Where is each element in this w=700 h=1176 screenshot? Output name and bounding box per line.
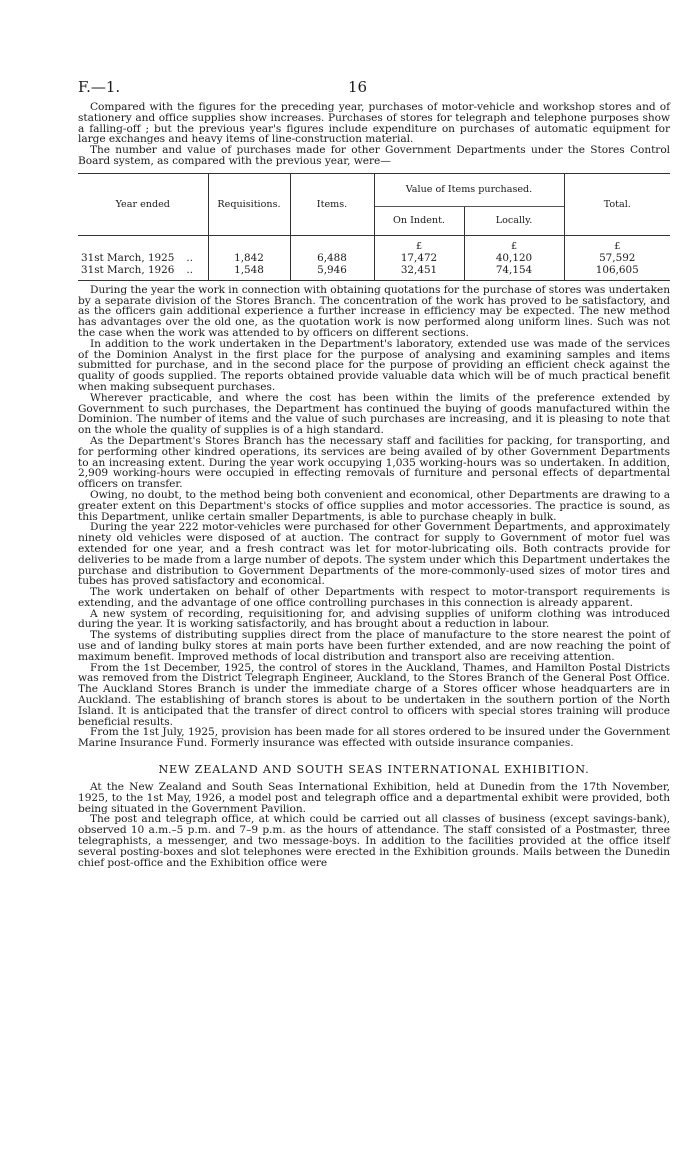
table-row [78, 264, 670, 281]
intro-section [78, 102, 670, 167]
paragraph: Wherever practicable, and where the cost has been within the limits of the preference extended by Government to such purchases, the Department has continued the buying of goods manufactured within the Dominion. The number of items and the value of such purchases are increasing, and it is pleasing to note that on the whole the quality of supplies is of a high standard. [78, 391, 670, 437]
row-total: 57,592 [564, 252, 670, 264]
paragraph: From the 1st July, 1925, provision has been made for all stores ordered to be insured under the Government Marine Insurance Fund. Formerly insurance was effected with outside insurance companies. [78, 726, 670, 750]
exhibition-section [78, 782, 670, 868]
paragraph: The number and value of purchases made for other Government Departments under the Stores Control Board system, as compared with the previous year, were— [78, 144, 670, 167]
row-total: 106,605 [564, 264, 670, 281]
currency-symbol: £ [464, 235, 564, 252]
row-locally: 40,120 [464, 252, 564, 264]
col-header-items: Items. [290, 173, 374, 235]
currency-row [78, 235, 670, 252]
paragraph: Owing, no doubt, to the method being both convenient and economical, other Departments are drawing to a greater extent on this Department's stocks of office supplies and motor accessories. The practice is sound, as this Department, unlike certain smaller Departments, is able to purchase cheaply in bulk. [78, 488, 670, 523]
row-requisitions: 1,842 [208, 252, 290, 264]
row-requisitions: 1,548 [208, 264, 290, 281]
paragraph: The post and telegraph office, at which could be carried out all classes of business (except savings-bank), observed 10 a.m.–5 p.m. and 7–9 p.m. as the hours of attendance. The staff consisted of a Postmaster, three telegraphists, a messenger, and two message-boys. In addition to the facilities provided at the office itself several posting-boxes and slot telephones were erected in the Exhibition grounds. Mails between the Dunedin chief post-office and the Exhibition office were [78, 813, 670, 869]
currency-symbol: £ [564, 235, 670, 252]
col-header-total: Total. [564, 173, 670, 235]
paragraph: As the Department's Stores Branch has the necessary staff and facilities for packing, for transporting, and for performing other kindred operations, its services are being availed of by other Government Departments to an increasing extent. During the year work occupying 1,035 working-hours was so undertaken. In addition, 2,909 working-hours were occupied in effecting removals of furniture and personal effects of departmental officers on transfer. [78, 434, 670, 491]
paragraph: During the year the work in connection with obtaining quotations for the purchase of stores was undertaken by a separate division of the Stores Branch. The concentration of the work has proved to be satisfactory, and as the officers gain additional experience a further increase in efficiency may be expected. The new method has advantages over the old one, as the quotation work is now performed along uniform lines. Such was not the case when the work was attended to by officers on different sections. [78, 283, 670, 339]
page-number: 16 [348, 78, 368, 96]
paragraph: A new system of recording, requisitioning for, and advising supplies of uniform clothing was introduced during the year. It is working satisfactorily, and has brought about a reduction in labour. [78, 607, 670, 631]
paragraph: From the 1st December, 1925, the control of stores in the Auckland, Thames, and Hamilton Postal Districts was removed from the District Telegraph Engineer, Auckland, to the Stores Branch of the General Post Office. The Auckland Stores Branch is under the immediate charge of a Stores officer whose headquarters are in Auckland. The establishing of branch stores is about to be undertaken in the southern portion of the North Island. It is anticipated that the transfer of direct control to officers with special stores training will produce beneficial results. [78, 661, 670, 728]
body-section [78, 285, 670, 749]
document-page [78, 78, 670, 868]
purchases-table [78, 173, 670, 281]
paragraph: In addition to the work undertaken in the Department's laboratory, extended use was made of the services of the Dominion Analyst in the first place for the purpose of analysing and examining samples and items submitted for purchase, and in the second place for the purpose of providing an efficient check against the quality of goods supplied. The reports obtained provide valuable data which will be of much practical benefit when making subsequent purchases. [78, 337, 670, 393]
row-leader-dots: .. [186, 263, 194, 276]
currency-symbol: £ [374, 235, 464, 252]
row-items: 6,488 [290, 252, 374, 264]
page-header [78, 78, 670, 102]
table-row [78, 252, 670, 264]
col-header-locally: Locally. [464, 206, 564, 235]
col-header-value-group: Value of Items purchased. [374, 173, 564, 206]
row-leader-dots: .. [186, 251, 194, 264]
row-year: 31st March, 1925 [81, 251, 175, 264]
paragraph: The work undertaken on behalf of other Departments with respect to motor-transport requirements is extending, and the advantage of one office controlling purchases in this connection is already apparent. [78, 586, 670, 609]
col-header-year: Year ended [78, 173, 208, 235]
col-header-requisitions: Requisitions. [208, 173, 290, 235]
row-indent: 32,451 [374, 264, 464, 281]
paragraph: Compared with the figures for the preceding year, purchases of motor-vehicle and workshop stores and of stationery and office supplies show increases. Purchases of stores for telegraph and telephone purposes show a falling-off ; but the previous year's figures include expenditure on purchases of automatic equipment for large exchanges and heavy items of line-construction material. [78, 101, 670, 146]
paragraph: The systems of distributing supplies direct from the place of manufacture to the store nearest the point of use and of landing bulky stores at main ports have been further extended, and are now reaching the point of maximum benefit. Improved methods of local distribution and transport also are receiving attention. [78, 629, 670, 663]
row-year: 31st March, 1926 [81, 263, 175, 276]
paragraph: At the New Zealand and South Seas International Exhibition, held at Dunedin from the 17th November, 1925, to the 1st May, 1926, a model post and telegraph office and a departmental exhibit were provided, both being situated in the Government Pavilion. [78, 781, 670, 815]
document-reference: F.—1. [78, 78, 121, 96]
col-header-indent: On Indent. [374, 206, 464, 235]
section-heading: NEW ZEALAND AND SOUTH SEAS INTERNATIONAL EXHIBITION. [158, 763, 590, 777]
paragraph: During the year 222 motor-vehicles were purchased for other Government Departments, and approximately ninety old vehicles were disposed of at auction. The contract for supply to Government of motor fuel was extended for one year, and a fresh contract was let for motor-lubricating oils. Both contracts provide for deliveries to be made from a large number of depots. The system under which this Department undertakes the purchase and distribution to Government Departments of the more-commonly-used sizes of motor tires and tubes has proved satisfactory and economical. [78, 521, 670, 588]
row-locally: 74,154 [464, 264, 564, 281]
row-items: 5,946 [290, 264, 374, 281]
row-indent: 17,472 [374, 252, 464, 264]
